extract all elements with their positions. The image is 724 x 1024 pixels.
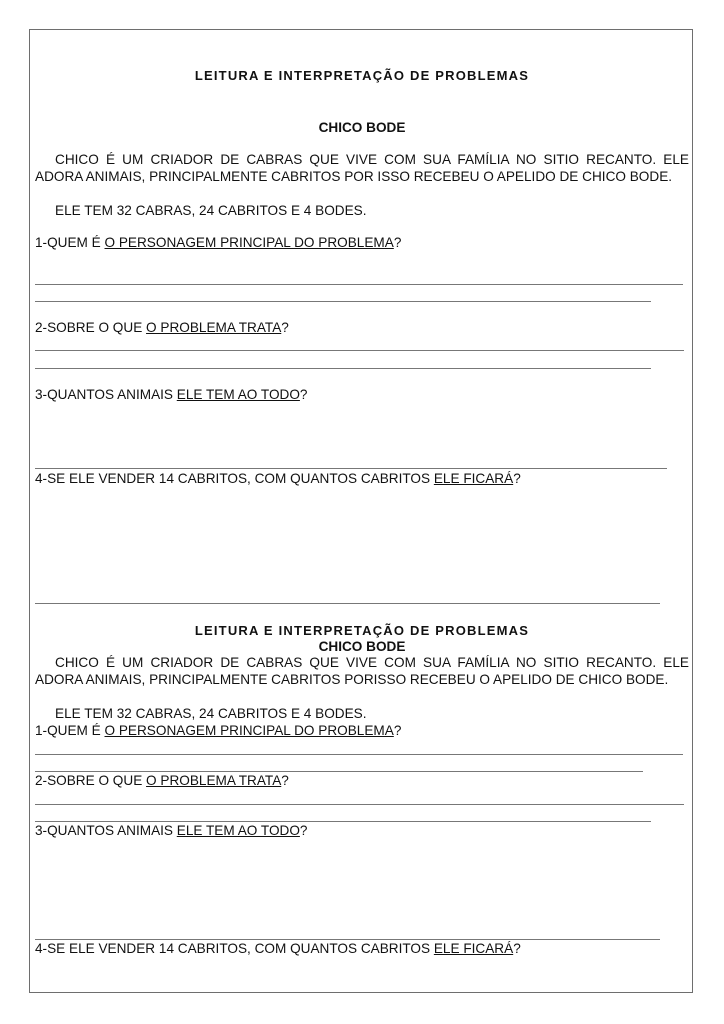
answer-line[interactable]	[35, 468, 667, 469]
section-2-paragraph: CHICO É UM CRIADOR DE CABRAS QUE VIVE COM SUA FAMÍLIA NO SITIO RECANTO. ELE ADORA ANIMAIS, PRINCIPALMENTE CABRITOS PORISSO RECEBEU O APELIDO DE CHICO BODE.	[35, 655, 689, 687]
answer-line[interactable]	[35, 754, 683, 755]
answer-line[interactable]	[35, 368, 651, 369]
section-1-question-4: 4-SE ELE VENDER 14 CABRITOS, COM QUANTOS CABRITOS ELE FICARÁ?	[35, 471, 521, 486]
answer-line[interactable]	[35, 603, 660, 604]
section-2-question-3: 3-QUANTOS ANIMAIS ELE TEM AO TODO?	[35, 823, 308, 838]
answer-line[interactable]	[35, 284, 683, 285]
answer-line[interactable]	[35, 821, 651, 822]
answer-line[interactable]	[35, 350, 684, 351]
section-1-question-1: 1-QUEM É O PERSONAGEM PRINCIPAL DO PROBLEMA?	[35, 235, 402, 250]
section-2-title: LEITURA E INTERPRETAÇÃO DE PROBLEMAS	[194, 623, 530, 638]
answer-line[interactable]	[35, 771, 643, 772]
section-1-question-2: 2-SOBRE O QUE O PROBLEMA TRATA?	[35, 320, 289, 335]
section-1-question-3: 3-QUANTOS ANIMAIS ELE TEM AO TODO?	[35, 387, 308, 402]
section-1-facts: ELE TEM 32 CABRAS, 24 CABRITOS E 4 BODES.	[55, 203, 367, 218]
section-1-paragraph: CHICO É UM CRIADOR DE CABRAS QUE VIVE COM SUA FAMÍLIA NO SITIO RECANTO. ELE ADORA ANIMAIS, PRINCIPALMENTE CABRITOS POR ISSO RECEBEU O APELIDO DE CHICO BODE.	[35, 152, 689, 184]
answer-line[interactable]	[35, 301, 651, 302]
section-1-title: LEITURA E INTERPRETAÇÃO DE PROBLEMAS	[194, 68, 530, 83]
section-2-question-2: 2-SOBRE O QUE O PROBLEMA TRATA?	[35, 773, 289, 788]
answer-line[interactable]	[35, 939, 660, 940]
section-2-question-1: 1-QUEM É O PERSONAGEM PRINCIPAL DO PROBLEMA?	[35, 723, 402, 738]
section-2-facts: ELE TEM 32 CABRAS, 24 CABRITOS E 4 BODES.	[55, 706, 367, 721]
section-2-subtitle: CHICO BODE	[318, 639, 406, 654]
section-2-question-4: 4-SE ELE VENDER 14 CABRITOS, COM QUANTOS CABRITOS ELE FICARÁ?	[35, 941, 521, 956]
answer-line[interactable]	[35, 804, 684, 805]
section-1-subtitle: CHICO BODE	[318, 120, 406, 135]
